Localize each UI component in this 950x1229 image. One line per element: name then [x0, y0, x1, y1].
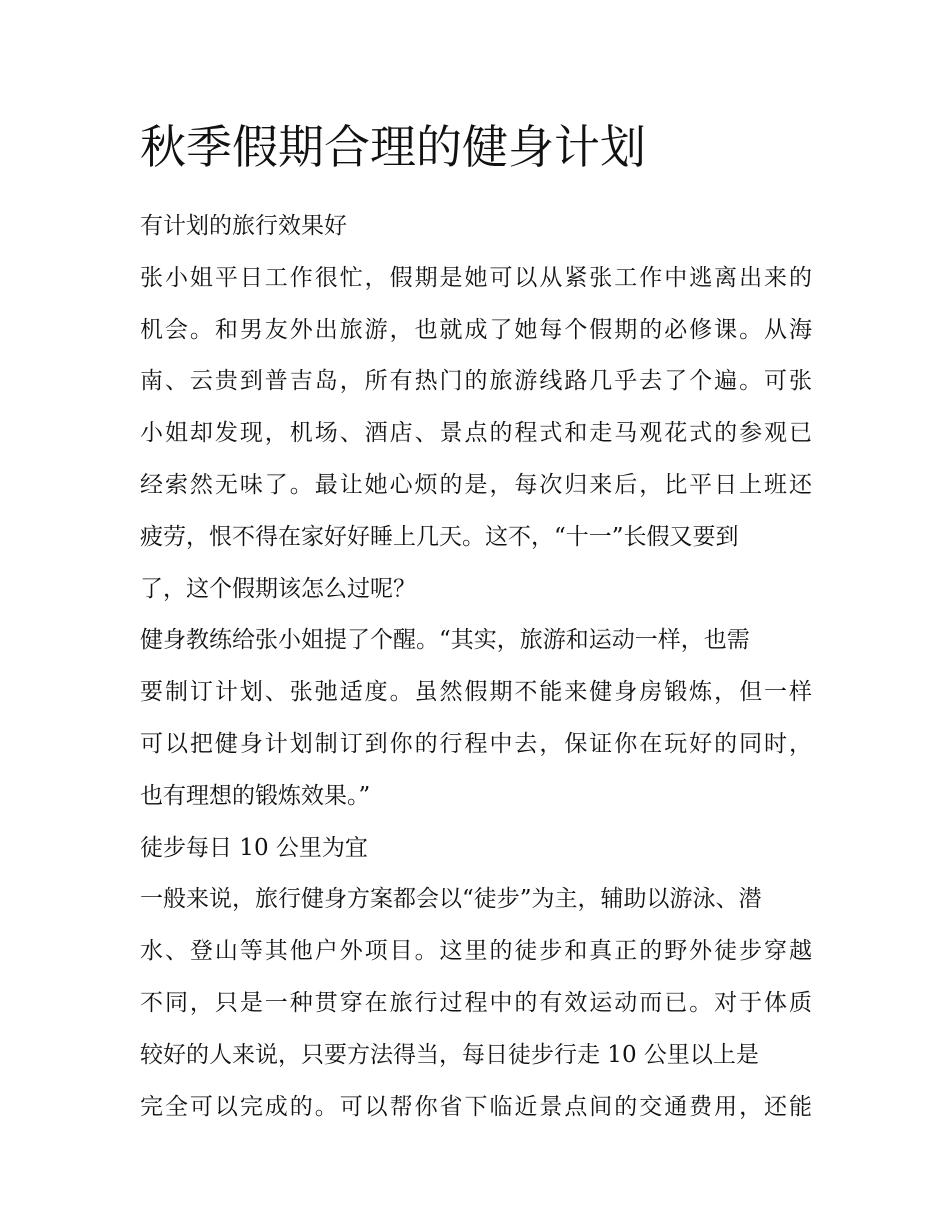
- paragraph-line: 水、登山等其他户外项目。这里的徒步和真正的野外徒步穿越: [140, 938, 812, 965]
- paragraph-line: 南、云贵到普吉岛，所有热门的旅游线路几乎去了个遍。可张: [140, 368, 812, 395]
- paragraph-line: 小姐却发现，机场、酒店、景点的程式和走马观花式的参观已: [140, 420, 812, 447]
- paragraph-line: 健身教练给张小姐提了个醒。“其实，旅游和运动一样，也需: [140, 627, 750, 654]
- paragraph-line: 疲劳，恨不得在家好好睡上几天。这不，“十一”长假又要到: [140, 523, 739, 550]
- paragraph-line: 较好的人来说，只要方法得当，每日徒步行走 10 公里以上是: [140, 1041, 759, 1068]
- paragraph-line: 张小姐平日工作很忙，假期是她可以从紧张工作中逃离出来的: [140, 264, 812, 291]
- paragraph-line: 可以把健身计划制订到你的行程中去，保证你在玩好的同时，: [140, 730, 812, 757]
- paragraph-line: 也有理想的锻炼效果。”: [140, 782, 371, 809]
- paragraph-line: 机会。和男友外出旅游，也就成了她每个假期的必修课。从海: [140, 316, 812, 343]
- paragraph-line: 不同，只是一种贯穿在旅行过程中的有效运动而已。对于体质: [140, 989, 812, 1016]
- section-heading: 徒步每日 10 公里为宜: [140, 834, 368, 861]
- document-body: [140, 201, 812, 1133]
- paragraph-line: 了，这个假期该怎么过呢？: [140, 575, 416, 602]
- section-heading: 有计划的旅行效果好: [140, 213, 347, 239]
- paragraph-line: 经索然无味了。最让她心烦的是，每次归来后，比平日上班还: [140, 471, 812, 498]
- paragraph-line: 要制订计划、张弛适度。虽然假期不能来健身房锻炼，但一样: [140, 679, 812, 706]
- paragraph-line: 完全可以完成的。可以帮你省下临近景点间的交通费用，还能: [140, 1093, 812, 1120]
- document-title: 秋季假期合理的健身计划: [140, 120, 646, 174]
- paragraph-line: 一般来说，旅行健身方案都会以“徒步”为主，辅助以游泳、潜: [140, 886, 762, 913]
